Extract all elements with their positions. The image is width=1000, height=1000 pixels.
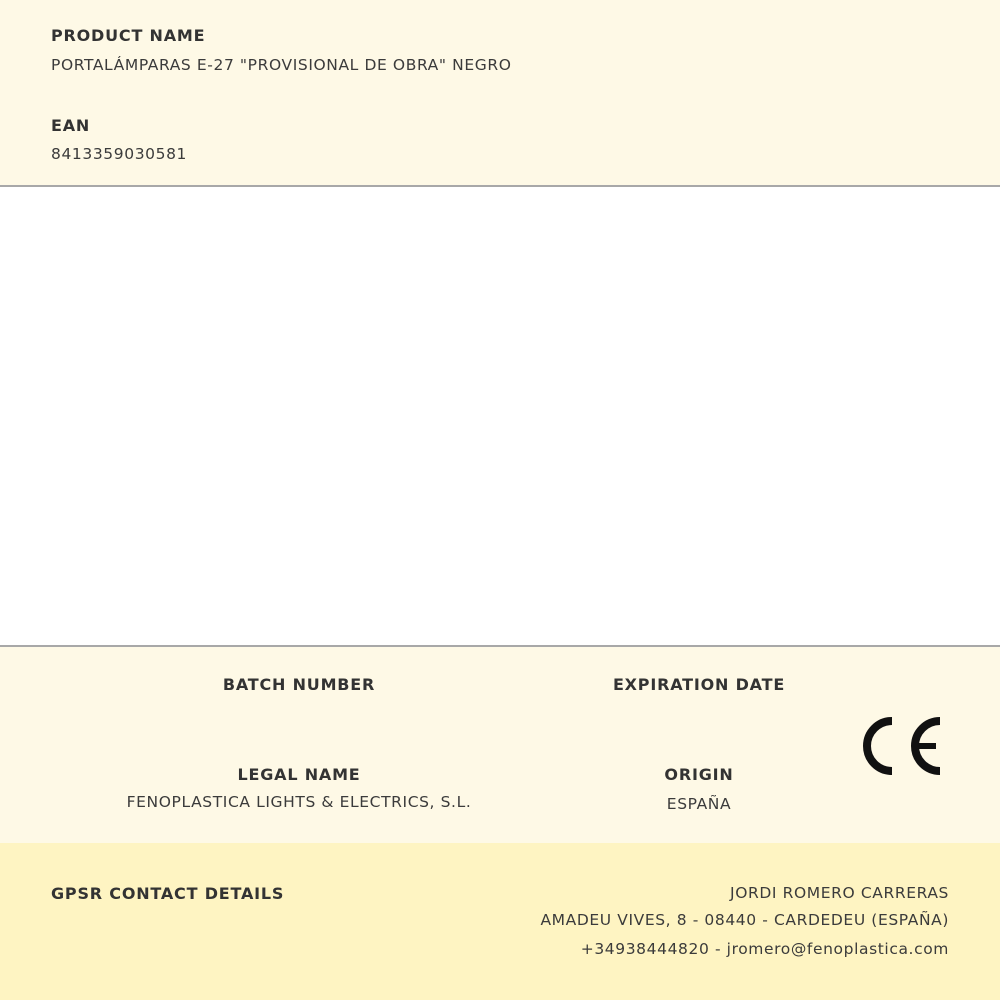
product-section	[0, 0, 1000, 187]
ean-label: EAN	[51, 116, 91, 135]
contact-phone-email: +34938444820 - jromero@fenoplastica.com	[580, 940, 949, 958]
blank-area	[0, 187, 1000, 645]
ce-mark-icon	[856, 714, 944, 778]
product-name-value: PORTALÁMPARAS E-27 "PROVISIONAL DE OBRA" NEGRO	[51, 56, 512, 74]
batch-number-label: BATCH NUMBER	[222, 675, 376, 694]
origin-label: ORIGIN	[664, 765, 734, 784]
expiration-date-label: EXPIRATION DATE	[612, 675, 786, 694]
gpsr-contact-label: GPSR CONTACT DETAILS	[51, 884, 285, 903]
info-section	[0, 645, 1000, 845]
product-name-label: PRODUCT NAME	[51, 26, 206, 45]
contact-person: JORDI ROMERO CARRERAS	[730, 884, 949, 902]
ean-value: 8413359030581	[51, 145, 188, 163]
legal-name-value: FENOPLASTICA LIGHTS & ELECTRICS, S.L.	[126, 793, 472, 811]
contact-address: AMADEU VIVES, 8 - 08440 - CARDEDEU (ESPAÑA)	[540, 911, 949, 929]
contact-section	[0, 843, 1000, 1000]
origin-value: ESPAÑA	[666, 795, 732, 813]
legal-name-label: LEGAL NAME	[237, 765, 361, 784]
